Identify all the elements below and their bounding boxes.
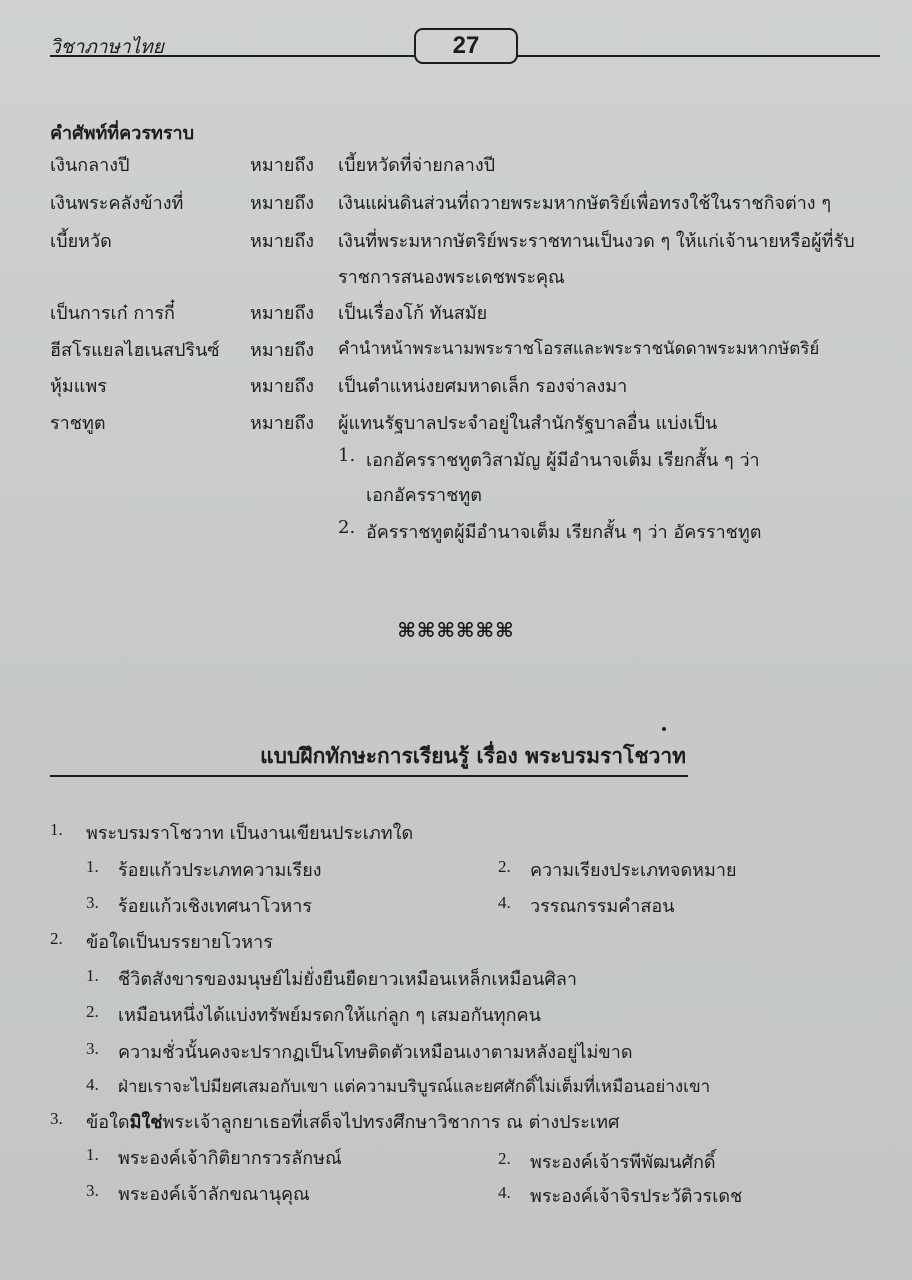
question-text-post: พระเจ้าลูกยาเธอที่เสด็จไปทรงศึกษาวิชาการ ณ ต่างประเทศ (162, 1112, 620, 1133)
vocab-means: หมายถึง (250, 303, 315, 324)
question-number: 1. (50, 820, 63, 839)
header-subject: วิชาภาษาไทย (50, 36, 164, 58)
vocab-term: เงินพระคลังข้างที่ (50, 193, 184, 214)
option-number[interactable]: 1. (86, 966, 99, 985)
option-number[interactable]: 2. (86, 1002, 99, 1021)
vocab-definition: คำนำหน้าพระนามพระราชโอรสและพระราชนัดดาพระมหากษัตริย์ (338, 339, 820, 359)
vocab-term: ราชทูต (50, 413, 106, 434)
question-number: 3. (50, 1109, 63, 1128)
option-text[interactable]: วรรณกรรมคำสอน (530, 896, 675, 917)
option-number[interactable]: 1. (86, 1145, 99, 1164)
option-number[interactable]: 3. (86, 893, 99, 912)
option-text[interactable]: เหมือนหนึ่งได้แบ่งทรัพย์มรดกให้แก่ลูก ๆ เสมอกันทุกคน (118, 1005, 541, 1026)
exercise-title-rule (50, 775, 688, 777)
option-text[interactable]: พระองค์เจ้าลักขณานุคุณ (118, 1184, 310, 1205)
vocab-definition: เป็นตำแหน่งยศมหาดเล็ก รองจ่าลงมา (338, 376, 628, 397)
vocab-means: หมายถึง (250, 413, 315, 434)
envoy-item-text-continued: เอกอัครราชทูต (366, 485, 482, 506)
vocab-definition-continued: ราชการสนองพระเดชพระคุณ (338, 267, 565, 288)
question-text (86, 1107, 619, 1136)
envoy-item-text: อัครราชทูตผู้มีอำนาจเต็ม เรียกสั้น ๆ ว่า อัครราชทูต (366, 522, 762, 543)
option-text[interactable]: ความเรียงประเภทจดหมาย (530, 860, 737, 881)
vocab-definition: เป็นเรื่องโก้ ทันสมัย (338, 303, 488, 324)
option-number[interactable]: 4. (498, 1183, 511, 1202)
option-number[interactable]: 3. (86, 1039, 99, 1058)
option-text[interactable]: พระองค์เจ้าจิรประวัติวรเดช (530, 1186, 743, 1207)
envoy-item-number: 1. (338, 445, 356, 466)
option-text[interactable]: ความชั่วนั้นคงจะปรากฏเป็นโทษติดตัวเหมือนเงาตามหลังอยู่ไม่ขาด (118, 1042, 633, 1063)
option-text[interactable]: ชีวิตสังขารของมนุษย์ไม่ยั่งยืนยืดยาวเหมือนเหล็กเหมือนศิลา (118, 969, 577, 990)
question-number: 2. (50, 929, 63, 948)
stray-mark (662, 727, 666, 731)
vocab-means: หมายถึง (250, 376, 315, 397)
vocab-row (0, 150, 912, 184)
option-text[interactable]: ร้อยแก้วประเภทความเรียง (118, 860, 322, 881)
question-text: ข้อใดเป็นบรรยายโวหาร (86, 932, 273, 953)
option-text[interactable]: พระองค์เจ้ารพีพัฒนศักดิ์ (530, 1152, 716, 1173)
vocab-term: เงินกลางปี (50, 155, 130, 176)
vocab-term: เบี้ยหวัด (50, 231, 112, 252)
option-number[interactable]: 2. (498, 857, 511, 876)
question-emphasis: มิใช่ (129, 1112, 163, 1133)
question-text: พระบรมราโชวาท เป็นงานเขียนประเภทใด (86, 823, 414, 844)
page-number: 27 (414, 28, 518, 64)
vocab-means: หมายถึง (250, 193, 315, 214)
vocab-means: หมายถึง (250, 155, 315, 176)
option-number[interactable]: 4. (86, 1075, 99, 1094)
option-number[interactable]: 3. (86, 1181, 99, 1200)
option-number[interactable]: 1. (86, 857, 99, 876)
option-number[interactable]: 4. (498, 893, 511, 912)
question-text-pre: ข้อใด (86, 1112, 130, 1133)
vocab-row (0, 371, 912, 405)
vocab-row (0, 188, 912, 222)
option-number[interactable]: 2. (498, 1149, 511, 1168)
option-text[interactable]: ฝ่ายเราจะไปมียศเสมอกับเขา แต่ความบริบูรณ์และยศศักดิ์ไม่เต็มที่เหมือนอย่างเขา (118, 1077, 711, 1097)
vocab-title: คำศัพท์ที่ควรทราบ (50, 123, 195, 144)
vocab-definition: เบี้ยหวัดที่จ่ายกลางปี (338, 155, 496, 176)
section-divider: ⌘⌘⌘⌘⌘⌘ (397, 618, 515, 642)
option-text[interactable]: ร้อยแก้วเชิงเทศนาโวหาร (118, 896, 313, 917)
vocab-row (0, 226, 912, 260)
envoy-item-number: 2. (338, 517, 356, 538)
exercise-title: แบบฝึกทักษะการเรียนรู้ เรื่อง พระบรมราโชวาท (260, 743, 686, 768)
vocab-definition: ผู้แทนรัฐบาลประจำอยู่ในสำนักรัฐบาลอื่น แบ่งเป็น (338, 413, 718, 434)
option-text[interactable]: พระองค์เจ้ากิติยากรวรลักษณ์ (118, 1148, 342, 1169)
vocab-means: หมายถึง (250, 231, 315, 252)
vocab-means: หมายถึง (250, 340, 315, 361)
vocab-term: เป็นการเก๋ การกี๋ (50, 303, 175, 324)
vocab-row (0, 408, 912, 442)
vocab-row (0, 335, 912, 369)
vocab-definition: เงินที่พระมหากษัตริย์พระราชทานเป็นงวด ๆ ให้แก่เจ้านายหรือผู้ที่รับ (338, 231, 855, 252)
envoy-item-text: เอกอัครราชทูตวิสามัญ ผู้มีอำนาจเต็ม เรียกสั้น ๆ ว่า (366, 450, 760, 471)
vocab-term: หุ้มแพร (50, 376, 107, 397)
vocab-term: ฮีสโรแยลไฮเนสปรินซ์ (50, 340, 220, 361)
vocab-row (0, 298, 912, 332)
vocab-definition: เงินแผ่นดินส่วนที่ถวายพระมหากษัตริย์เพื่อทรงใช้ในราชกิจต่าง ๆ (338, 193, 831, 214)
